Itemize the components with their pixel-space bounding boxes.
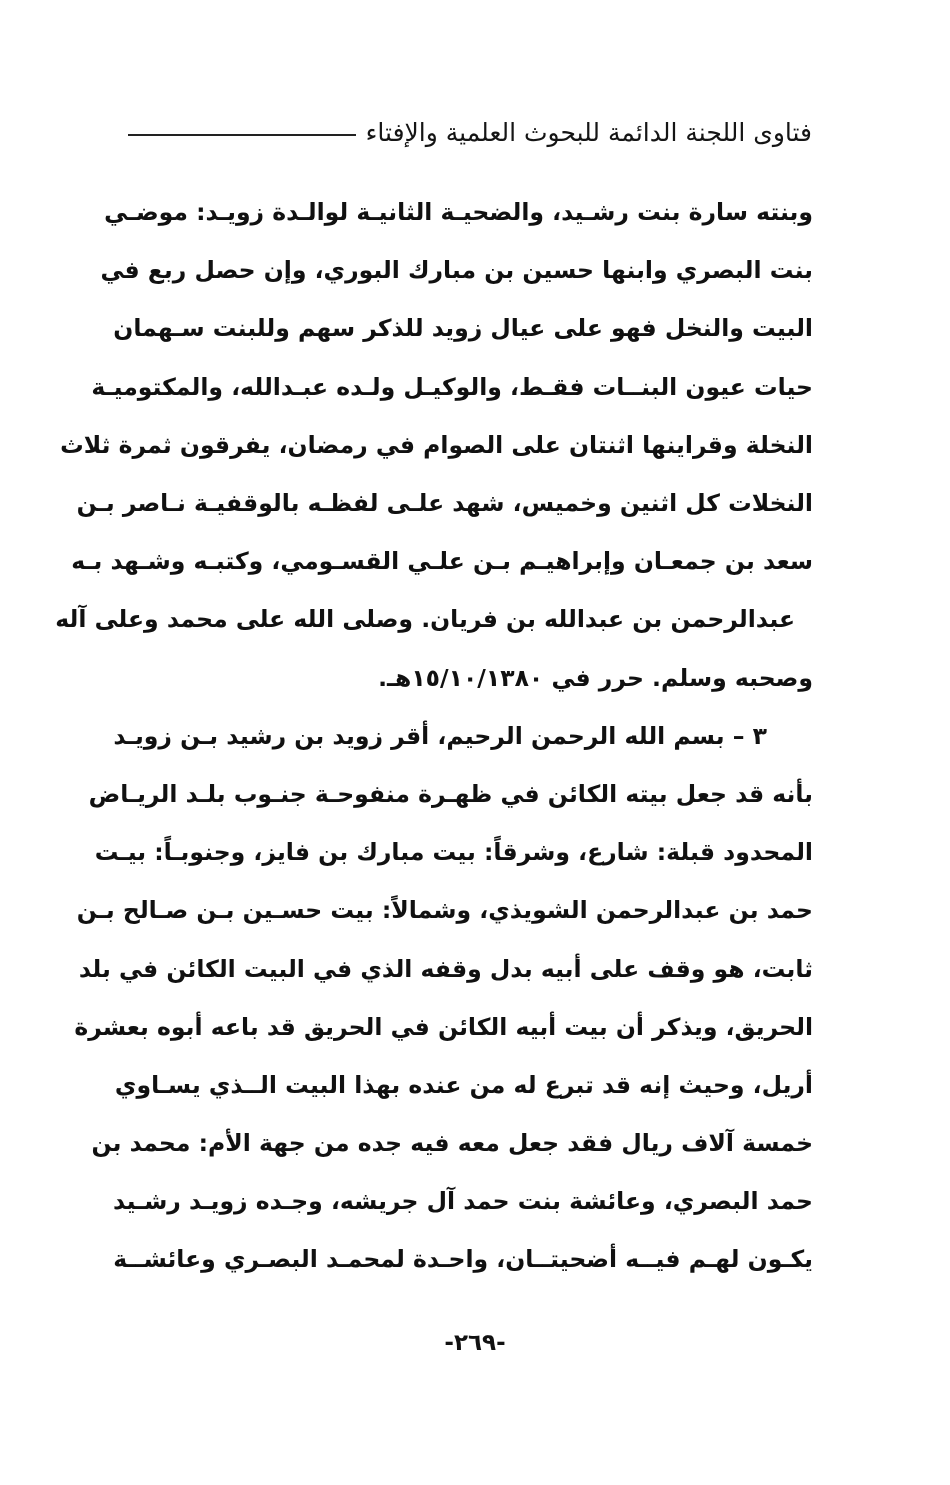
text-line-11: بأنه قد جعل بيته الكائن في ظهـرة منفوحـة جنـوب بلـد الريـاض xyxy=(88,779,813,808)
text-line-2: بنت البصري وابنها حسين بن مبارك البوري، وإن حصل ربع في xyxy=(100,256,813,285)
text-line-16: أريل، وحيث إنه قد تبرع له من عنده بهذا البيت الــذي يسـاوي xyxy=(114,1070,813,1099)
text-line-12: المحدود قبلة: شارع، وشرقاً: بيت مبارك بن فايز، وجنوبـاً: بيـت xyxy=(94,838,813,867)
text-line-6: النخلات كل اثنين وخميس، شهد علـى لفظـه بالوقفيـة نـاصر بـن xyxy=(76,489,813,518)
text-line-14: ثابت، هو وقف على أبيه بدل وقفه الذي في البيت الكائن في بلد xyxy=(78,954,813,983)
text-line-8: عبدالرحمن بن عبدالله بن فريان. وصلى الله على محمد وعلى آله xyxy=(55,605,795,634)
text-line-9: وصحبه وسلم. حرر في ١٥/١٠/١٣٨٠هـ. xyxy=(378,663,813,692)
text-line-7: سعد بن جمعـان وإبراهيـم بـن علـي القسـومي، وكتبـه وشـهد بـه xyxy=(71,547,813,576)
text-line-5: النخلة وقراينها اثنتان على الصوام في رمضان، يفرقون ثمرة ثلاث xyxy=(60,430,813,459)
text-line-13: حمد بن عبدالرحمن الشويذي، وشمالاً: بيت حسـين بـن صـالح بـن xyxy=(76,896,813,925)
text-line-1: وبنته سارة بنت رشـيد، والضحيـة الثانيـة لوالـدة زويـد: موضـي xyxy=(104,198,813,227)
body-text xyxy=(55,183,813,1289)
text-line-10: ٣ – بسم الله الرحمن الرحيم، أقر زويد بن رشيد بـن زويـد xyxy=(113,721,767,750)
text-line-15: الحريق، ويذكر أن بيت أبيه الكائن في الحريق قد باعه أبوه بعشرة xyxy=(74,1012,813,1041)
text-line-17: خمسة آلاف ريال فقد جعل معه فيه جده من جهة الأم: محمد بن xyxy=(91,1129,813,1158)
running-header xyxy=(128,114,812,150)
text-line-3: البيت والنخل فهو على عيال زويد للذكر سهم وللبنت سـهمان xyxy=(113,314,813,343)
text-line-19: يكـون لهـم فيــه أضحيتــان، واحـدة لمحمـد البصـري وعائشــة xyxy=(113,1245,813,1274)
page-number: -٢٦٩- xyxy=(444,1330,506,1356)
text-line-18: حمد البصري، وعائشة بنت حمد آل جريشه، وجـده زويـد رشـيد xyxy=(113,1187,813,1216)
text-line-4: حيات عيون البنــات فقـط، والوكيـل ولـده عبـدالله، والمكتوميـة xyxy=(91,372,813,401)
header-rule xyxy=(128,134,356,136)
header-title: فتاوى اللجنة الدائمة للبحوث العلمية والإفتاء xyxy=(365,117,812,147)
